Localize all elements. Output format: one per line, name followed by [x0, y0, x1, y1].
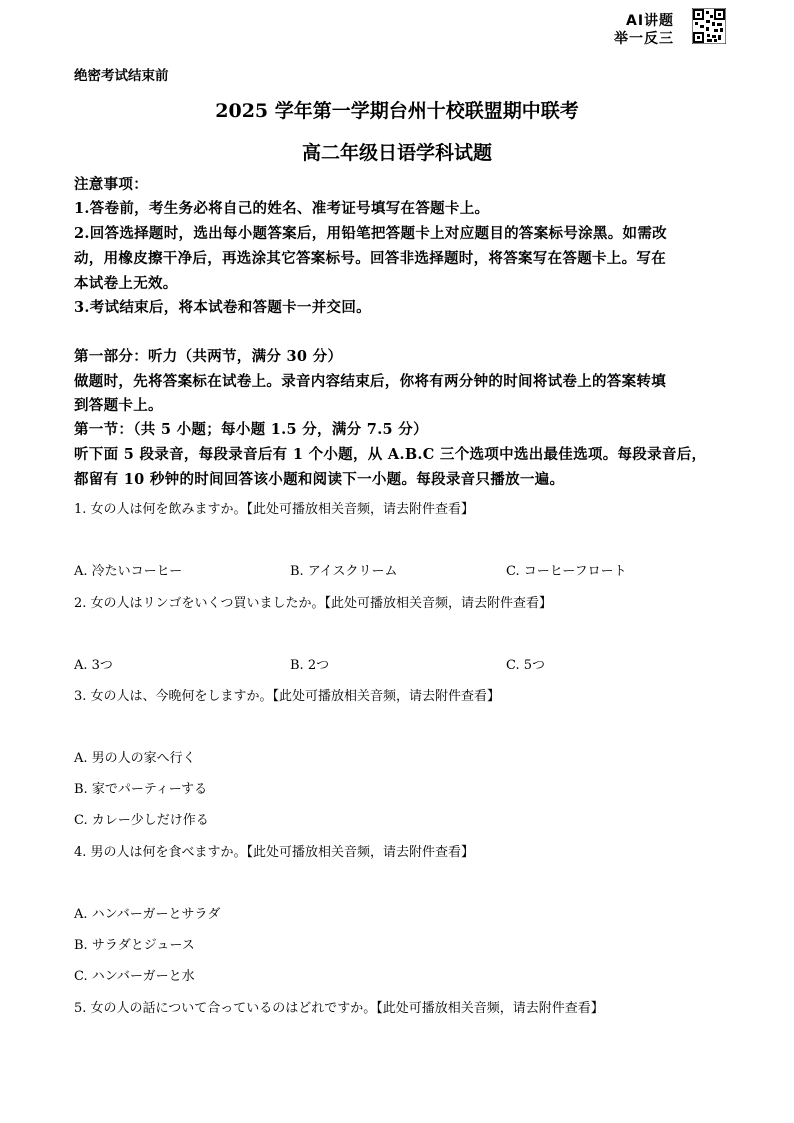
q4-option-a[interactable]: A. ハンバーガーとサラダ: [74, 907, 221, 922]
q4-option-b[interactable]: B. サラダとジュース: [74, 938, 195, 953]
question-3: 3. 女の人は、今晩何をしますか。【此处可播放相关音频，请去附件查看】: [74, 689, 501, 704]
q1-option-a[interactable]: A. 冷たいコーヒー: [74, 564, 183, 579]
exam-subtitle: 高二年级日语学科试题: [301, 142, 492, 164]
q2-option-c[interactable]: C. 5つ: [506, 658, 546, 673]
section-inst-1: 听下面 5 段录音，每段录音后有 1 个小题，从 A.B.C 三个选项中选出最佳选项。每段录音后，: [74, 446, 707, 463]
question-4: 4. 男の人は何を食べますか。【此处可播放相关音频，请去附件查看】: [74, 845, 475, 860]
section-inst-2: 都留有 10 秒钟的时间回答该小题和阅读下一小题。每段录音只播放一遍。: [74, 471, 565, 488]
part1-desc-2: 到答题卡上。: [74, 397, 163, 414]
q4-option-c[interactable]: C. ハンバーガーと水: [74, 969, 195, 984]
q2-option-a[interactable]: A. 3つ: [74, 658, 113, 673]
note-2a: 2.回答选择题时，选出每小题答案后，用铅笔把答题卡上对应题目的答案标号涂黑。如需改: [74, 225, 667, 242]
note-1: 1.答卷前，考生务必将自己的姓名、准考证号填写在答题卡上。: [74, 200, 490, 217]
q2-option-b[interactable]: B. 2つ: [290, 658, 330, 673]
q3-option-b[interactable]: B. 家でパーティーする: [74, 782, 208, 797]
question-2: 2. 女の人はリンゴをいくつ買いましたか。【此处可播放相关音频，请去附件查看】: [74, 596, 553, 611]
question-1: 1. 女の人は何を飲みますか。【此处可播放相关音频，请去附件查看】: [74, 502, 475, 517]
ai-badge[interactable]: [612, 8, 728, 48]
q1-option-b[interactable]: B. アイスクリーム: [290, 564, 398, 579]
q3-option-a[interactable]: A. 男の人の家へ行く: [74, 751, 196, 766]
exam-title: 2025 学年第一学期台州十校联盟期中联考: [215, 100, 579, 122]
q3-option-c[interactable]: C. カレー少しだけ作る: [74, 813, 209, 828]
question-5: 5. 女の人の話について合っているのはどれですか。【此处可播放相关音频，请去附件查看】: [74, 1001, 604, 1016]
note-3: 3.考试结束后，将本试卷和答题卡一并交回。: [74, 299, 371, 316]
badge-line2: 举一反三: [614, 31, 674, 47]
qr-code-icon[interactable]: [692, 8, 726, 44]
badge-line1: AI讲题: [626, 13, 675, 29]
section-heading: 第一节：（共 5 小题；每小题 1.5 分，满分 7.5 分）: [74, 421, 428, 438]
q1-option-c[interactable]: C. コーヒーフロート: [506, 564, 627, 579]
note-2c: 本试卷上无效。: [74, 275, 178, 292]
confidential-label: 绝密考试结束前: [74, 68, 169, 84]
part1-heading: 第一部分：听力（共两节，满分 30 分）: [74, 348, 343, 365]
note-2b: 动，用橡皮擦干净后，再选涂其它答案标号。回答非选择题时，将答案写在答题卡上。写在: [74, 250, 666, 267]
part1-desc-1: 做题时，先将答案标在试卷上。录音内容结束后，你将有两分钟的时间将试卷上的答案转填: [74, 373, 666, 390]
notes-heading: 注意事项：: [74, 176, 148, 193]
